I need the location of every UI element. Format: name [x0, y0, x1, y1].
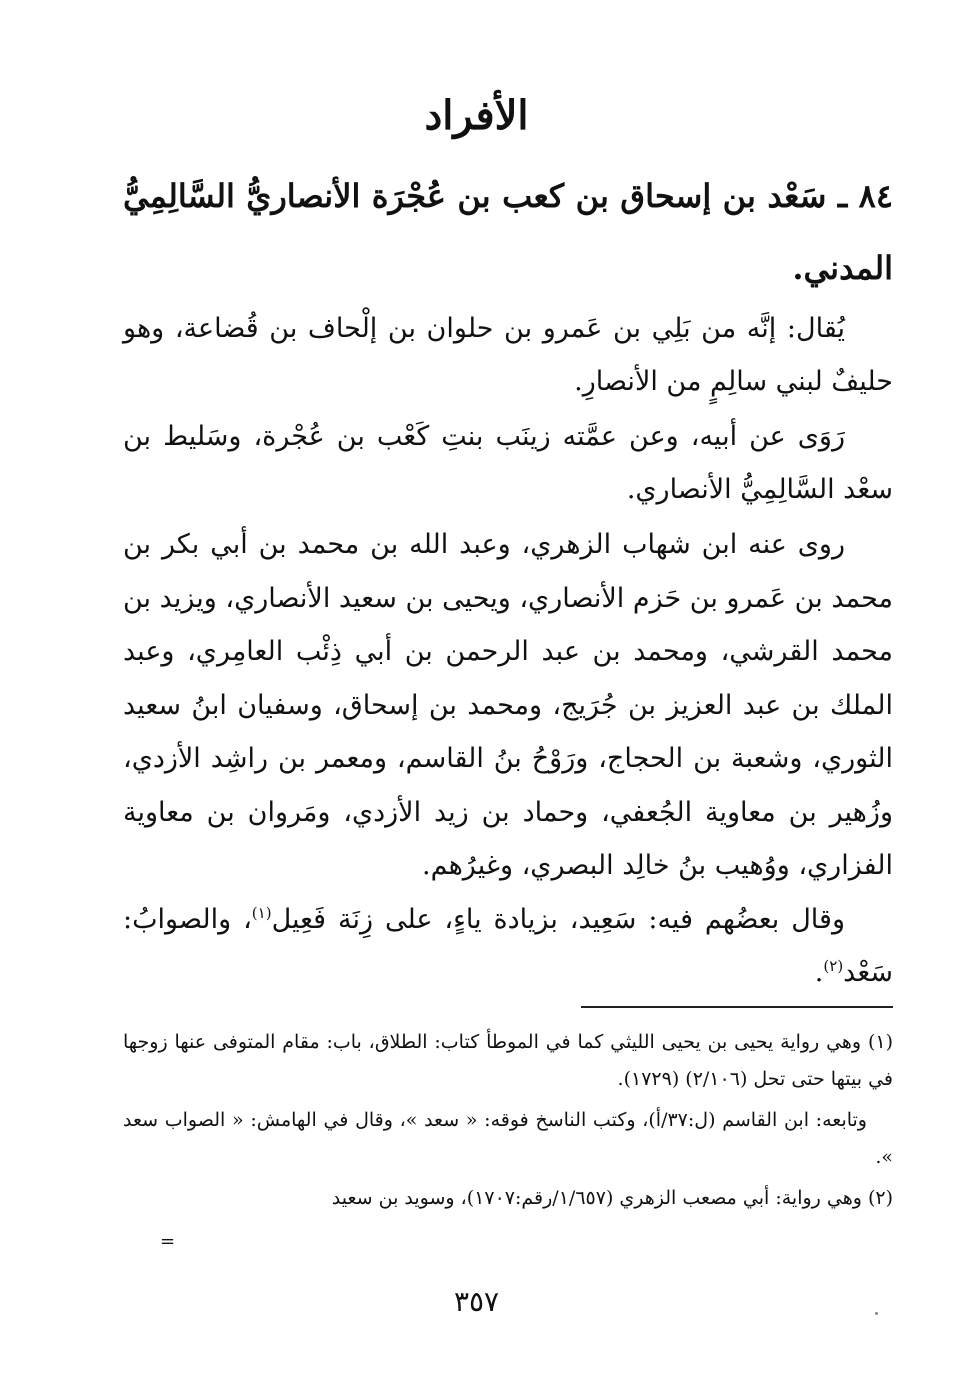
footnotes [123, 1024, 893, 1221]
paragraph-narrators: روى عنه ابن شهاب الزهري، وعبد الله بن محمد بن أبي بكر بن محمد بن عَمرو بن حَزم الأنصاري، ويحيى بن سعيد الأنصاري، ويزيد بن محمد القرشي، ومحمد بن عبد الرحمن بن أبي ذِئْب العامِري، وعبد الملك بن عبد العزيز بن جُرَيج، ومحمد بن إسحاق، وسفيان ابنُ سعيد الثوري، وشعبة بن الحجاج، ورَوْحُ بنُ القاسم، ومعمر بن راشِد الأزدي، وزُهير بن معاوية الجُعفي، وحماد بن زيد الأزدي، ومَروان بن معاوية الفزاري، ووُهيب بنُ خالِد البصري، وغيرُهم. [123, 529, 893, 881]
closing-text-part3: . [814, 957, 824, 988]
scan-speck [875, 1312, 878, 1315]
paragraph-name-variant [123, 893, 893, 999]
footnote-1-continuation: وتابعه: ابن القاسم (ل:٣٧/أ)، وكتب الناسخ فوقه: « سعد »، وقال في الهامش: « الصواب سعد ». [123, 1109, 893, 1168]
footnote-ref-1[interactable]: (١) [251, 904, 272, 922]
closing-text-part2: ، والصوابُ: سَعْد [123, 904, 893, 988]
footnote-ref-2[interactable]: (٢) [823, 957, 844, 975]
continuation-mark: = [160, 1231, 176, 1252]
footnote-2: (٢) وهي رواية: أبي مصعب الزهري (١/٦٥٧/رقم:١٧٠٧)، وسويد بن سعيد [331, 1187, 893, 1209]
section-heading: الأفراد [424, 92, 529, 139]
paragraph-lineage: يُقال: إنَّه من بَلِي بن عَمرو بن حلوان بن إلْحاف بن قُضاعة، وهو حليفٌ لبني سالِمٍ من الأنصارِ. [123, 313, 893, 397]
paragraph-narrated-from: رَوَى عن أبيه، وعن عمَّته زينَب بنتِ كَعْب بن عُجْرة، وسَليط بن سعْد السَّالِمِيُّ الأنصاري. [123, 421, 893, 505]
closing-text-part1: وقال بعضُهم فيه: سَعِيد، بزيادة ياءٍ، على زِنَة فَعِيل [271, 904, 845, 935]
footnote-divider [581, 1006, 893, 1008]
page-number: ٣٥٧ [453, 1285, 500, 1318]
entry-title: ٨٤ ـ سَعْد بن إسحاق بن كعب بن عُجْرَة الأنصاريُّ السَّالِمِيُّ المدني. [123, 177, 893, 287]
footnote-1: (١) وهي رواية يحيى بن يحيى الليثي كما في الموطأ كتاب: الطلاق، باب: مقام المتوفى عنها زوجها في بيتها حتى تحل (٢/١٠٦) (١٧٢٩). [123, 1031, 893, 1090]
